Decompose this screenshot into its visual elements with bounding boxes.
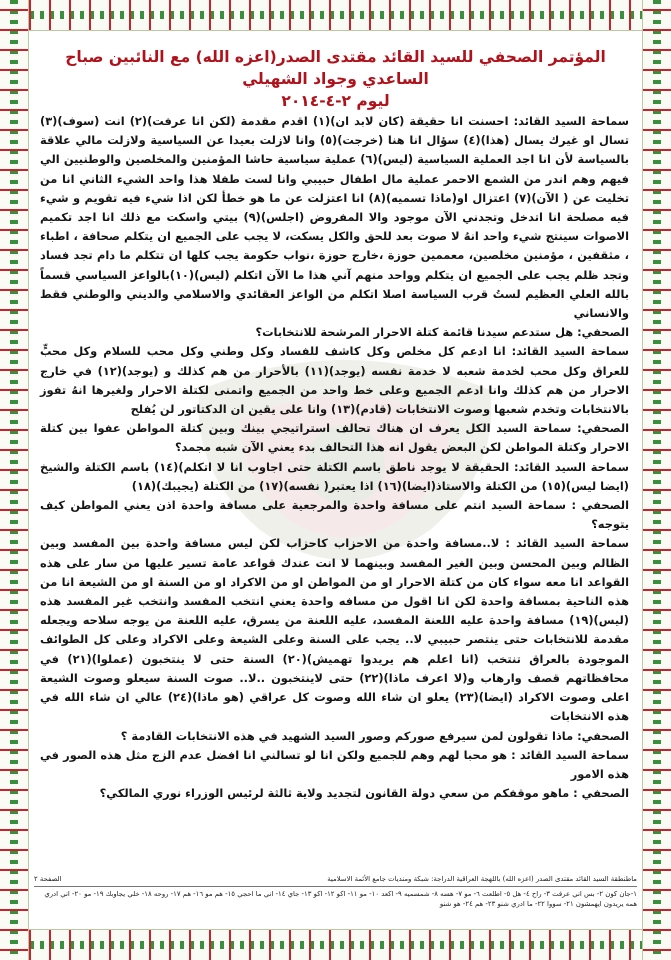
transcript-body xyxy=(40,112,629,803)
paragraph: سماحة السيد القائد: احسنت انا حقيقة (كان لابد ان)(١) اقدم مقدمة (لكن انا عرفت)(٢) انت (سوف)(٣) تسال او غيرك يسال (هذا)(٤) سؤال انا هنا (خرجت)(٥) وانا لازلت بعيدا عن السياسية ولازلت مالي علاقة بالسياسة لأن انا اجد العملية السياسية (ليس)(٦) عملية سياسية حاشا المؤمنين والمخلصين والوطنيين الي فيهم وهم اندر من الشمع الاحمر عملية مال اطفال حبيبي وانا لست طفلا هذا واحد الشيء الثاني انا من تخليت عن ( الآن)(٧) اعتزال او(ماذا تسميه)(٨) انا اعتزلت عن ما هو خطأ لكن اذا شيء فيه تقويم و شيء فيه مصلحة انا اتدخل وتجدني الآن موجود والا المفروض (اجلس)(٩) بيتي واسكت مع ذلك انا اجد تكميم الاصوات سينتج شيء واحد انهُ لا صوت بعد للحق والكل يسكت، لا يجب على الجميع ان يتكلم صحافة ، اطباء ، مثقفين ، مؤمنين مخلصين، معممين حوزة ،خارج حوزة ،نواب حكومة يجب كلها ان تتكلم ما دام تجد فساد وتجد ظلم يجب على الجميع ان يتكلم وواحد منهم آني هذا ما الآن اتكلم (ليس)(١٠)بالواعز السياسي قسماً بالله العلي العظيم لستُ قرب السياسة اصلا اتكلم من الواعز العقائدي والاسلامي والديني والوطني فقط والانساني xyxy=(40,114,630,321)
footer-header-row xyxy=(34,874,637,887)
decorative-border-left xyxy=(0,0,29,960)
paragraph: سماحة السيد القائد: انا ادعم كل مخلص وكل كاشف للفساد وكل وطني وكل محب للسلام وكل محبٍّ للعراق وكل محب لخدمة شعبه لا خدمة نفسه (يوجد)(١١) بالأحرار من هم كذلك و (يوجد)(١٢) في خارج الاحرار من هم كذلك وانا ادعم الجميع وعلى خط واحد من الجميع واتمنى لكتلة الاحرار ولغيرها انهُ تفوز بالانتخابات وتخدم شعبها وصوت الانتخابات (قادم)(١٣) وانا على يقين ان الدكتاتور لن يُفلح xyxy=(40,344,630,417)
paragraph: الصحفي: ماذا تقولون لمن سيرفع صوركم وصور السيد الشهيد في هذه الانتخابات القادمة ؟ xyxy=(120,728,629,743)
paragraph: سماحة السيد القائد : هو محبا لهم وهم للجميع ولكن انا لو تسالني انا افضل عدم الزج مثل هذه الصور في هذه الامور xyxy=(40,747,629,781)
page-number: الصفحة ٢ xyxy=(34,875,62,883)
title-line-1: المؤتمر الصحفي للسيد القائد مقتدى الصدر(اعزه الله) مع النائبين صباح الساعدي وجواد الشهيلي xyxy=(65,48,606,88)
paragraph: الصحفي : سماحة السيد انتم على مسافة واحدة والمرجعية على مسافة واحدة اذن يعني المواطن كيف يتوجه؟ xyxy=(40,498,629,532)
footer-glossary: ١-جان كون ٢- بس اني عرفت ٣- راح ٤- هل ٥- اطلعت ٦- مو ٧- هسه ٨- شمسميه ٩- اكعد ١٠- مو ١١- اكو ١٢- اكو ١٣- جاي ١٤- اني ما احجي ١٥- هم مو ١٦- هم ١٧- روحه ١٨- خلي يجاوبك ١٩- مو ٢٠- اني ادري همه يريدون ايهمشون ٢١- سووا ٢٢- ما ادري شنو ٢٣- هم ٢٤- هو شنو xyxy=(44,890,637,908)
title-date: ليوم ٢-٤-٢٠١٤ xyxy=(281,92,390,110)
decorative-border-top xyxy=(0,0,671,31)
paragraph: سماحة السيد القائد: الحقيقة لا يوجد ناطق باسم الكتلة حتى اجاوب انا لا اتكلم)(١٤) باسم الكتلة والشيخ (ايضا ليس)(١٥) من الكتلة والاستاذ(ايضا)(١٦) اذا يعتبر( نفسه)(١٧) من الكتلة (يجيبك)(١٨) xyxy=(40,459,629,493)
decorative-border-right xyxy=(642,0,671,960)
paragraph: سماحة السيد القائد : لا..مسافة واحدة من الاحزاب كاحزاب لكن ليس مسافة واحدة بين المفسد وبين الظالم وبين المحسن وبين الغير المفسد وبينهما لا انت عندك قواعد عامة تسير عليها من سار على هذه القواعد انا معه سواء كان من كتلة الاحرار او من المواطن او من الاكراد او من السنة او من الشيعة انا من هذه الناحية بمسافة واحدة لكن انا اقول من مسافه واحدة يعني انتخب المفسد وانتخب غير المفسد هذه (ليس)(١٩) مسافة واحدة عليه اللعنة المفسد، عليه اللعنة من يسرق، عليه اللعنة من يوجه سلاحه ويجعله مقدمة للانتخابات حتى ينتصر حبيبي لا.. يجب على السنة وعلى الشيعة وعلى الاكراد وعلى كل الطوائف الموجودة بالعراق تنتخب (انا اعلم هم يريدوا تهميش)(٢٠) السنة حتى لا ينتخبون (عملوا)(٢١) في محافظاتهم قصف وارهاب و(لا اعرف ماذا)(٢٢) حتى لاينتخبون ..لا.. صوت السنة سيعلو وصوت الشيعة اعلى وصوت الاكراد (ايضا)(٢٣) يعلو ان شاء الله وصوت كل عراقي (هو ماذا)(٢٤) عالي ان شاء الله في هذه الانتخابات xyxy=(40,536,629,724)
page-footer xyxy=(34,874,637,909)
page-title xyxy=(40,46,631,112)
footer-source-note: ماطنطقة السيد القائد مقتدى الصدر (اعزه الله) باللهجة العراقية الدراجة: شبكة ومنديات جامع الأئمة الاسلامية xyxy=(327,875,637,883)
decorative-border-bottom xyxy=(0,929,671,960)
paragraph: الصحفي: هل ستدعم سيدنا قائمة كتلة الاحرار المرشحة للانتخابات؟ xyxy=(255,325,629,340)
paragraph: الصحفي : ماهو موقفكم من سعي دولة القانون لتجديد ولاية ثالثة لرئيس الوزراء نوري المالكي؟ xyxy=(99,786,629,801)
paragraph: الصحفي: سماحة السيد الكل يعرف ان هناك تحالف استراتيجي بينك وبين كتلة المواطن عفوا بين كتلة الاحرار وكتلة المواطن لكن البعض يقول انه هذا التحالف بدء يعني الآن شبه مجمد؟ xyxy=(40,421,629,455)
